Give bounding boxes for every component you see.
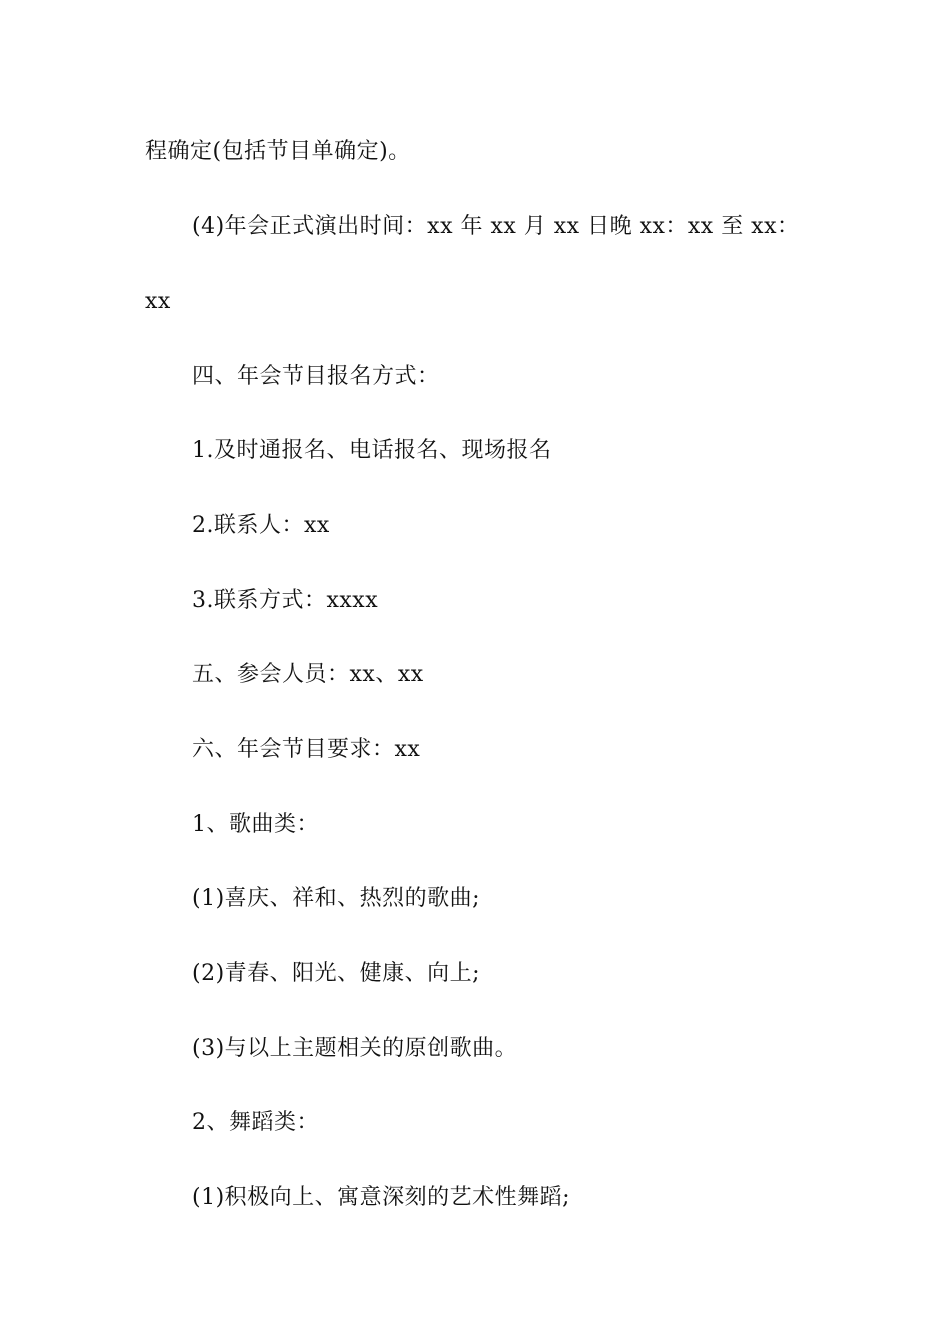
list-item: 3.联系方式：xxxx [192,588,379,613]
section-heading: 六、年会节目要求：xx [192,737,421,762]
list-item: 1.及时通报名、电话报名、现场报名 [192,438,552,463]
paragraph-line: (4)年会正式演出时间：xx 年 xx 月 xx 日晚 xx：xx 至 xx： [192,214,800,239]
paragraph-line: 程确定(包括节目单确定)。 [145,139,411,164]
section-heading: 五、参会人员：xx、xx [192,662,424,687]
list-item: (2)青春、阳光、健康、向上; [192,961,481,986]
paragraph-line: xx [145,289,171,314]
subsection-heading: 1、歌曲类： [192,812,319,837]
list-item: (1)积极向上、寓意深刻的艺术性舞蹈; [192,1185,571,1210]
list-item: 2.联系人：xx [192,513,330,538]
subsection-heading: 2、舞蹈类： [192,1110,319,1135]
list-item: (1)喜庆、祥和、热烈的歌曲; [192,886,481,911]
list-item: (3)与以上主题相关的原创歌曲。 [192,1036,518,1061]
section-heading: 四、年会节目报名方式： [192,364,440,389]
